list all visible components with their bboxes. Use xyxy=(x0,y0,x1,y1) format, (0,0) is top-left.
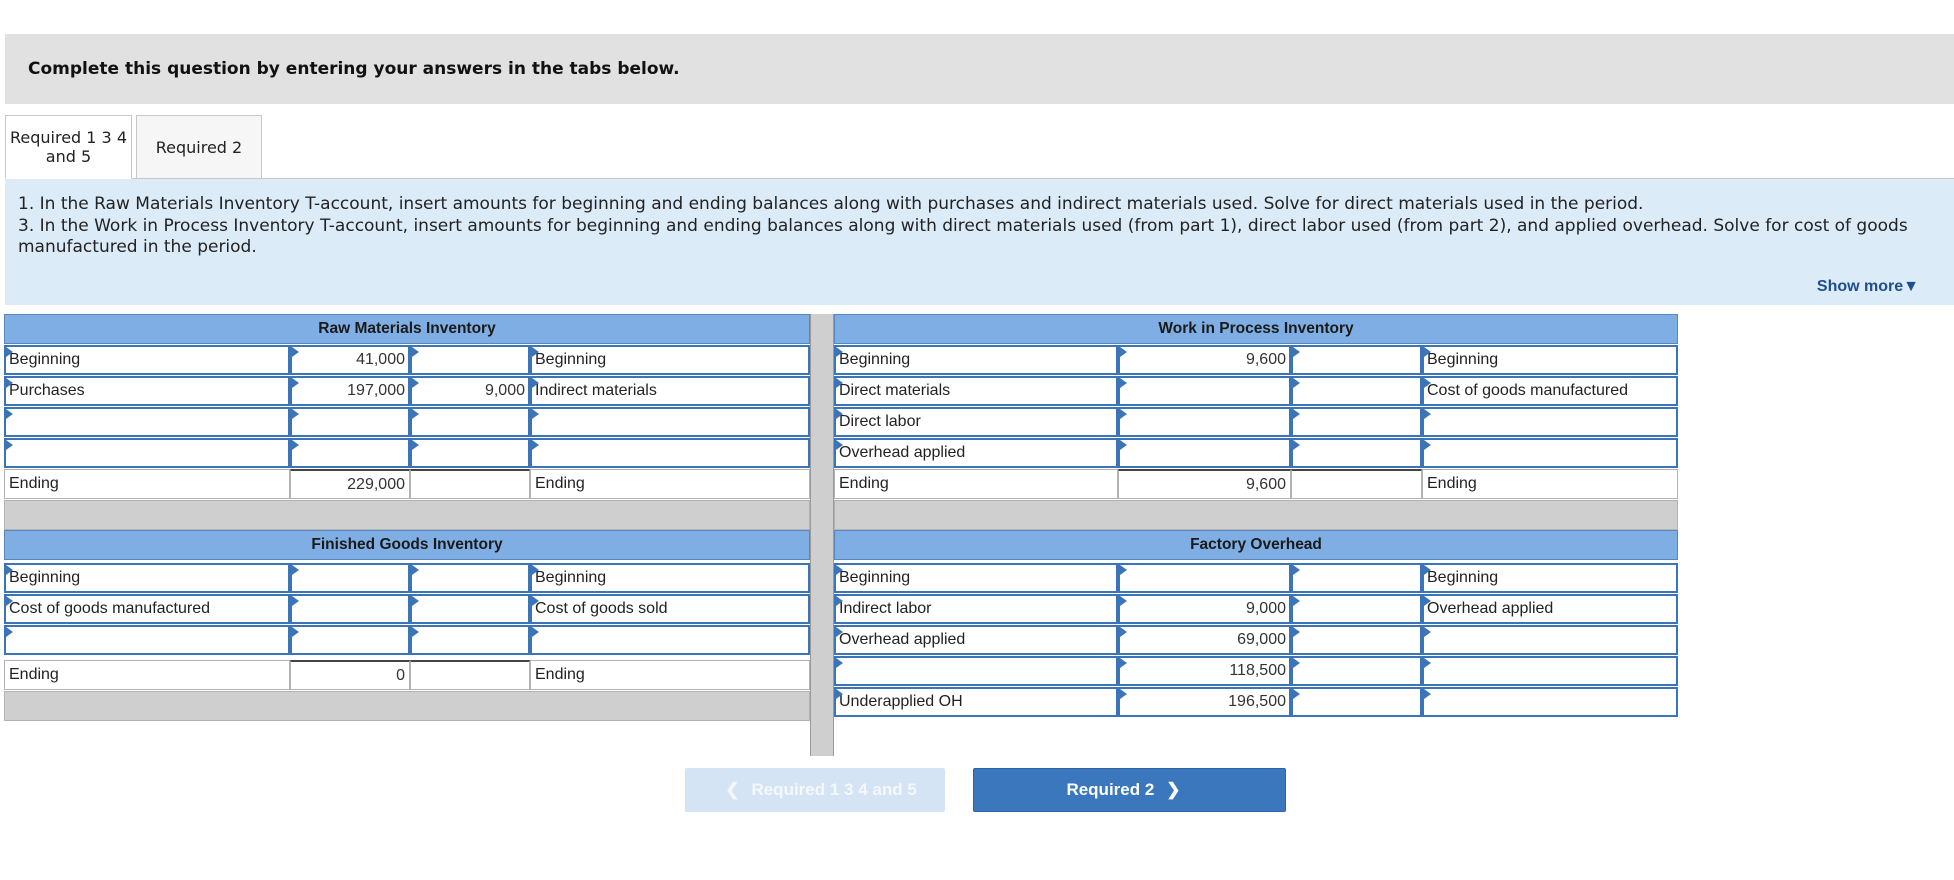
input-marker-icon xyxy=(836,440,843,450)
credit-amount-field[interactable] xyxy=(410,563,530,593)
debit-label-text: Direct materials xyxy=(839,382,951,399)
input-marker-icon xyxy=(6,627,13,637)
input-marker-icon xyxy=(836,347,843,357)
debit-label-field[interactable] xyxy=(4,376,290,406)
ending-debit-amount xyxy=(290,469,410,499)
tab-required-1-3-4-and-5[interactable] xyxy=(5,115,132,179)
ending-credit-label xyxy=(530,469,810,499)
input-marker-icon xyxy=(1120,627,1127,637)
input-marker-icon xyxy=(6,378,13,388)
input-marker-icon xyxy=(412,378,419,388)
credit-amount-field[interactable] xyxy=(410,438,530,468)
input-marker-icon xyxy=(292,440,299,450)
credit-label-field[interactable] xyxy=(1422,625,1678,655)
input-marker-icon xyxy=(1120,347,1127,357)
input-marker-icon xyxy=(1424,658,1431,668)
input-marker-icon xyxy=(836,565,843,575)
debit-amount-field[interactable] xyxy=(290,407,410,437)
debit-label-text: Purchases xyxy=(9,382,85,399)
input-marker-icon xyxy=(412,596,419,606)
instructions-panel xyxy=(5,179,1954,305)
ending-credit-amount xyxy=(1291,469,1422,499)
input-marker-icon xyxy=(1424,378,1431,388)
section-separator xyxy=(4,500,810,530)
input-marker-icon xyxy=(836,689,843,699)
input-marker-icon xyxy=(1424,440,1431,450)
credit-amount-field[interactable] xyxy=(1291,563,1422,593)
credit-label-text: Cost of goods manufactured xyxy=(1427,382,1629,399)
input-marker-icon xyxy=(1293,565,1300,575)
input-marker-icon xyxy=(836,378,843,388)
debit-label-text: Indirect labor xyxy=(839,600,932,617)
input-marker-icon xyxy=(1293,658,1300,668)
debit-amount-field[interactable] xyxy=(1118,345,1291,375)
credit-label-text: Beginning xyxy=(535,569,607,586)
credit-amount-field[interactable] xyxy=(1291,625,1422,655)
ending-credit-label xyxy=(1422,469,1678,499)
input-marker-icon xyxy=(292,627,299,637)
debit-amount-text: 69,000 xyxy=(1237,631,1286,648)
ending-credit-amount xyxy=(410,660,530,690)
debit-label-field[interactable] xyxy=(834,656,1118,686)
ending-label xyxy=(834,469,1118,499)
input-marker-icon xyxy=(6,440,13,450)
credit-label-text: Indirect materials xyxy=(535,382,657,399)
credit-amount-field[interactable] xyxy=(1291,687,1422,717)
column-separator xyxy=(810,314,834,756)
instruction-line-1: 1. In the Raw Materials Inventory T-account, insert amounts for beginning and ending balances along with purchases and indirect materials used. Solve for direct materials used in the period. xyxy=(18,194,1644,214)
debit-label-text: Underapplied OH xyxy=(839,693,963,710)
next-button[interactable] xyxy=(973,768,1286,812)
debit-label-field[interactable] xyxy=(4,625,290,655)
credit-label-field[interactable] xyxy=(1422,438,1678,468)
credit-amount-field[interactable] xyxy=(1291,656,1422,686)
input-marker-icon xyxy=(292,378,299,388)
input-marker-icon xyxy=(1424,627,1431,637)
credit-amount-field[interactable] xyxy=(1291,438,1422,468)
credit-label-field[interactable] xyxy=(1422,345,1678,375)
input-marker-icon xyxy=(412,565,419,575)
credit-label-text: Beginning xyxy=(1427,351,1499,368)
tab-required-2[interactable] xyxy=(136,115,262,179)
credit-amount-text: 9,000 xyxy=(484,382,525,399)
debit-label-text: Cost of goods manufactured xyxy=(9,600,211,617)
ending-amount-text: 9,600 xyxy=(1245,475,1286,493)
input-marker-icon xyxy=(1424,596,1431,606)
ending-credit-label xyxy=(530,660,810,690)
debit-amount-field[interactable] xyxy=(1118,376,1291,406)
debit-label-field[interactable] xyxy=(834,625,1118,655)
input-marker-icon xyxy=(1120,378,1127,388)
input-marker-icon xyxy=(532,440,539,450)
input-marker-icon xyxy=(6,596,13,606)
input-marker-icon xyxy=(1120,658,1127,668)
input-marker-icon xyxy=(532,409,539,419)
debit-amount-field[interactable] xyxy=(1118,563,1291,593)
raw-materials-title: Raw Materials Inventory xyxy=(4,314,810,344)
debit-amount-field[interactable] xyxy=(290,625,410,655)
prev-button[interactable] xyxy=(685,768,945,812)
debit-label-text: Overhead applied xyxy=(839,631,966,648)
input-marker-icon xyxy=(1293,627,1300,637)
debit-label-field[interactable] xyxy=(834,563,1118,593)
factory-overhead-title: Factory Overhead xyxy=(834,530,1678,560)
input-marker-icon xyxy=(412,627,419,637)
credit-label-field[interactable] xyxy=(1422,407,1678,437)
credit-amount-field[interactable] xyxy=(1291,376,1422,406)
input-marker-icon xyxy=(836,596,843,606)
credit-label-field[interactable] xyxy=(1422,687,1678,717)
credit-amount-field[interactable] xyxy=(410,594,530,624)
debit-amount-field[interactable] xyxy=(290,438,410,468)
prev-button-label: Required 1 3 4 and 5 xyxy=(751,780,917,799)
input-marker-icon xyxy=(1120,440,1127,450)
debit-amount-field[interactable] xyxy=(1118,438,1291,468)
input-marker-icon xyxy=(412,440,419,450)
input-marker-icon xyxy=(1293,409,1300,419)
debit-label-text: Beginning xyxy=(839,351,911,368)
debit-label-field[interactable] xyxy=(834,376,1118,406)
debit-amount-field[interactable] xyxy=(1118,687,1291,717)
credit-label-field[interactable] xyxy=(530,594,810,624)
input-marker-icon xyxy=(532,347,539,357)
input-marker-icon xyxy=(1424,409,1431,419)
input-marker-icon xyxy=(1293,689,1300,699)
debit-amount-text: 9,000 xyxy=(1245,600,1286,617)
credit-label-text: Beginning xyxy=(535,351,607,368)
debit-label-field[interactable] xyxy=(4,438,290,468)
credit-label-text: Overhead applied xyxy=(1427,600,1554,617)
input-marker-icon xyxy=(1424,347,1431,357)
debit-label-text: Direct labor xyxy=(839,413,921,430)
debit-amount-text: 9,600 xyxy=(1245,351,1286,368)
t-account-worksheet xyxy=(4,314,1678,756)
chevron-left-icon: ❮ xyxy=(725,780,740,799)
credit-amount-field[interactable] xyxy=(410,407,530,437)
credit-label-field[interactable] xyxy=(530,407,810,437)
debit-label-text: Beginning xyxy=(839,569,911,586)
instruction-banner xyxy=(5,34,1954,104)
input-marker-icon xyxy=(1424,565,1431,575)
credit-label-field[interactable] xyxy=(530,438,810,468)
instruction-line-3: 3. In the Work in Process Inventory T-account, insert amounts for beginning and ending balances along with direct materials used (from part 1), direct labor used (from part 2), and applied overhead. Solve for cost of goods manufactured in the period. xyxy=(18,215,1908,257)
tab-label-line1: Required 1 3 4 xyxy=(9,128,127,147)
credit-label-field[interactable] xyxy=(1422,594,1678,624)
debit-label-text: Beginning xyxy=(9,569,81,586)
debit-amount-field[interactable] xyxy=(1118,594,1291,624)
debit-label-field[interactable] xyxy=(4,407,290,437)
input-marker-icon xyxy=(412,409,419,419)
debit-amount-field[interactable] xyxy=(290,563,410,593)
input-marker-icon xyxy=(532,596,539,606)
debit-amount-field[interactable] xyxy=(290,376,410,406)
credit-label-field[interactable] xyxy=(530,563,810,593)
input-marker-icon xyxy=(412,347,419,357)
ending-credit-label-text: Ending xyxy=(535,666,585,683)
input-marker-icon xyxy=(292,347,299,357)
debit-amount-text: 196,500 xyxy=(1228,693,1286,710)
debit-amount-field[interactable] xyxy=(290,594,410,624)
ending-label xyxy=(4,660,290,690)
credit-label-text: Beginning xyxy=(1427,569,1499,586)
credit-label-field[interactable] xyxy=(530,345,810,375)
credit-label-text: Cost of goods sold xyxy=(535,600,668,617)
input-marker-icon xyxy=(1424,689,1431,699)
input-marker-icon xyxy=(6,565,13,575)
input-marker-icon xyxy=(1293,347,1300,357)
debit-label-text: Overhead applied xyxy=(839,444,966,461)
input-marker-icon xyxy=(1293,440,1300,450)
input-marker-icon xyxy=(6,347,13,357)
debit-label-field[interactable] xyxy=(4,594,290,624)
input-marker-icon xyxy=(6,409,13,419)
debit-label-field[interactable] xyxy=(834,438,1118,468)
debit-label-field[interactable] xyxy=(834,594,1118,624)
credit-label-field[interactable] xyxy=(530,376,810,406)
next-button-label: Required 2 xyxy=(1066,780,1155,799)
input-marker-icon xyxy=(292,565,299,575)
work-in-process-title: Work in Process Inventory xyxy=(834,314,1678,344)
input-marker-icon xyxy=(292,409,299,419)
banner-text: Complete this question by entering your answers in the tabs below. xyxy=(28,59,680,79)
input-marker-icon xyxy=(836,409,843,419)
finished-goods-title: Finished Goods Inventory xyxy=(4,530,810,560)
debit-amount-field[interactable] xyxy=(1118,656,1291,686)
credit-amount-field[interactable] xyxy=(410,376,530,406)
debit-label-text: Beginning xyxy=(9,351,81,368)
input-marker-icon xyxy=(1120,689,1127,699)
ending-amount-text: 0 xyxy=(396,666,405,684)
ending-debit-amount xyxy=(1118,469,1291,499)
credit-amount-field[interactable] xyxy=(1291,594,1422,624)
debit-label-field[interactable] xyxy=(834,345,1118,375)
input-marker-icon xyxy=(1120,409,1127,419)
show-more-link[interactable]: Show more▼ xyxy=(1816,278,1919,295)
input-marker-icon xyxy=(1120,565,1127,575)
input-marker-icon xyxy=(1293,378,1300,388)
input-marker-icon xyxy=(836,627,843,637)
debit-amount-text: 197,000 xyxy=(347,382,405,399)
debit-label-field[interactable] xyxy=(4,563,290,593)
input-marker-icon xyxy=(532,627,539,637)
credit-label-field[interactable] xyxy=(1422,563,1678,593)
chevron-right-icon: ❯ xyxy=(1166,780,1181,799)
credit-amount-field[interactable] xyxy=(1291,345,1422,375)
input-marker-icon xyxy=(836,658,843,668)
ending-amount-text: 229,000 xyxy=(347,475,405,493)
debit-amount-field[interactable] xyxy=(290,345,410,375)
debit-amount-field[interactable] xyxy=(1118,407,1291,437)
credit-label-field[interactable] xyxy=(1422,656,1678,686)
debit-label-field[interactable] xyxy=(834,687,1118,717)
debit-amount-text: 118,500 xyxy=(1229,662,1286,679)
section-filler xyxy=(4,691,810,721)
input-marker-icon xyxy=(532,378,539,388)
debit-amount-text: 41,000 xyxy=(356,351,405,368)
credit-label-field[interactable] xyxy=(1422,376,1678,406)
debit-label-field[interactable] xyxy=(834,407,1118,437)
credit-amount-field[interactable] xyxy=(410,345,530,375)
ending-credit-amount xyxy=(410,469,530,499)
ending-label-text: Ending xyxy=(9,666,59,683)
credit-amount-field[interactable] xyxy=(410,625,530,655)
ending-credit-label-text: Ending xyxy=(1427,475,1477,492)
debit-amount-field[interactable] xyxy=(1118,625,1291,655)
tab-label-line2: and 5 xyxy=(45,147,92,166)
input-marker-icon xyxy=(1293,596,1300,606)
ending-label-text: Ending xyxy=(9,475,59,492)
credit-label-field[interactable] xyxy=(530,625,810,655)
clipped-top-text xyxy=(0,0,1954,8)
debit-label-field[interactable] xyxy=(4,345,290,375)
input-marker-icon xyxy=(292,596,299,606)
input-marker-icon xyxy=(1120,596,1127,606)
ending-credit-label-text: Ending xyxy=(535,475,585,492)
section-separator xyxy=(834,500,1678,530)
ending-debit-amount xyxy=(290,660,410,690)
credit-amount-field[interactable] xyxy=(1291,407,1422,437)
ending-label-text: Ending xyxy=(839,475,889,492)
tab-label: Required 2 xyxy=(155,137,243,157)
input-marker-icon xyxy=(532,565,539,575)
ending-label xyxy=(4,469,290,499)
